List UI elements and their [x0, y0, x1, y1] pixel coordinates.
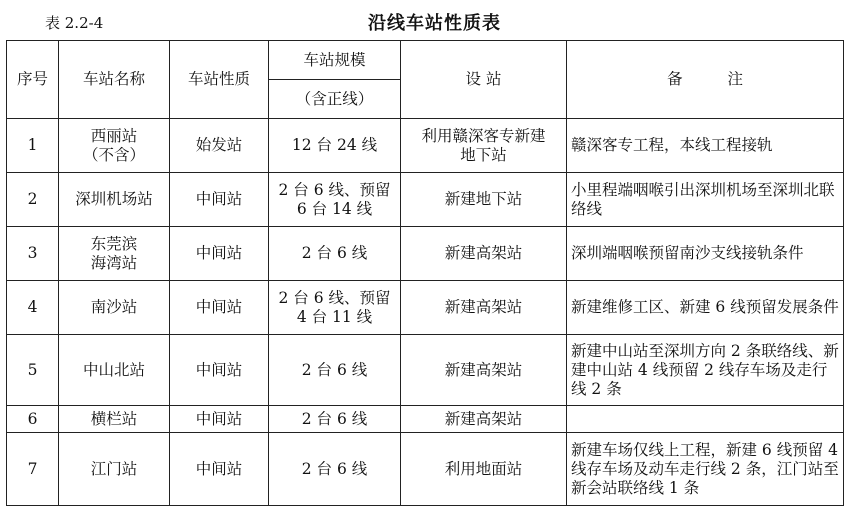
cell-station-name-text: 中山北站 — [82, 360, 145, 379]
table-body — [7, 119, 844, 506]
cell-index-text: 2 — [27, 190, 38, 208]
cell-station-nature — [170, 406, 269, 433]
header-station-name: 车站名称 — [59, 41, 170, 119]
cell-index — [7, 335, 59, 406]
table-row — [7, 173, 844, 227]
cell-station-scale — [269, 227, 401, 281]
cell-facility — [401, 281, 567, 335]
cell-station-nature-text: 中间站 — [195, 459, 243, 478]
cell-station-name-text: 西丽站 — [90, 126, 138, 145]
cell-index-text: 6 — [27, 409, 38, 428]
cell-station-scale — [269, 173, 401, 227]
cell-note-text: 新建车场仅线上工程，新建 6 线预留 4 线存车场及动车走行线 2 条，江门站至新会站联络线 1 条 — [571, 440, 839, 497]
cell-station-nature-text: 中间站 — [195, 244, 243, 262]
cell-facility — [401, 119, 567, 173]
station-table — [6, 40, 844, 506]
cell-facility-text: 地下站 — [460, 145, 507, 164]
cell-station-nature-text: 中间站 — [195, 360, 243, 379]
header-station-scale: 车站规模 — [269, 41, 401, 80]
cell-note-text: 赣深客专工程，本线工程接轨 — [571, 136, 773, 154]
cell-station-nature — [170, 281, 269, 335]
cell-facility — [401, 335, 567, 406]
cell-station-scale-text: 4 台 11 线 — [296, 307, 373, 326]
cell-station-nature — [170, 433, 269, 506]
cell-station-scale — [269, 281, 401, 335]
cell-facility-text: 新建高架站 — [444, 360, 523, 379]
cell-index — [7, 119, 59, 173]
table-row — [7, 227, 844, 281]
table-row — [7, 119, 844, 173]
header-note-text: 备 注 — [667, 70, 743, 88]
cell-station-name-text: 南沙站 — [90, 298, 138, 316]
table-row — [7, 281, 844, 335]
cell-facility — [401, 433, 567, 506]
cell-station-name — [59, 173, 170, 227]
cell-note — [567, 173, 844, 227]
cell-index-text: 7 — [27, 459, 38, 478]
cell-station-name — [59, 281, 170, 335]
cell-station-scale-text: 6 台 14 线 — [296, 199, 373, 218]
cell-station-name-text: 东莞滨 — [90, 234, 138, 253]
cell-index — [7, 227, 59, 281]
cell-station-name-text: 深圳机场站 — [75, 190, 153, 208]
cell-station-scale — [269, 119, 401, 173]
header-facility: 设 站 — [401, 41, 567, 119]
header-row — [7, 41, 844, 80]
cell-index — [7, 406, 59, 433]
cell-station-name — [59, 227, 170, 281]
table-row — [7, 335, 844, 406]
cell-station-scale-text: 12 台 24 线 — [291, 136, 378, 154]
cell-station-nature — [170, 335, 269, 406]
cell-station-nature-text: 中间站 — [195, 190, 243, 208]
table-row — [7, 433, 844, 506]
cell-index — [7, 173, 59, 227]
cell-station-name — [59, 119, 170, 173]
cell-index — [7, 433, 59, 506]
cell-note-text: 新建维修工区、新建 6 线预留发展条件 — [571, 298, 839, 316]
cell-station-scale-text: 2 台 6 线 — [301, 459, 368, 478]
cell-station-nature — [170, 119, 269, 173]
cell-facility-text: 新建高架站 — [444, 244, 523, 262]
cell-index-text: 4 — [27, 298, 38, 316]
cell-station-name — [59, 335, 170, 406]
header-scale-sub: （含正线） — [269, 80, 401, 119]
cell-station-nature — [170, 173, 269, 227]
cell-facility-text: 新建高架站 — [444, 409, 523, 428]
cell-station-scale — [269, 335, 401, 406]
cell-station-scale-text: 2 台 6 线 — [301, 244, 368, 262]
cell-facility — [401, 173, 567, 227]
cell-note — [567, 335, 844, 406]
cell-index — [7, 281, 59, 335]
cell-facility-text: 新建高架站 — [444, 298, 523, 316]
cell-station-name — [59, 433, 170, 506]
cell-facility — [401, 406, 567, 433]
table-title: 沿线车站性质表 — [368, 13, 501, 34]
cell-index-text: 3 — [27, 244, 38, 262]
cell-note — [567, 281, 844, 335]
cell-facility-text: 利用赣深客专新建 — [421, 126, 546, 145]
cell-note-text: 深圳端咽喉预留南沙支线接轨条件 — [571, 244, 804, 262]
cell-station-name — [59, 406, 170, 433]
cell-station-scale-text: 2 台 6 线 — [301, 360, 368, 379]
header-station-nature: 车站性质 — [170, 41, 269, 119]
cell-facility — [401, 227, 567, 281]
cell-station-nature-text: 始发站 — [195, 136, 243, 154]
cell-index-text: 5 — [27, 360, 38, 379]
cell-index-text: 1 — [27, 136, 38, 154]
cell-note — [567, 227, 844, 281]
cell-station-scale — [269, 406, 401, 433]
cell-station-name-text: 海湾站 — [90, 253, 138, 272]
cell-note-text: 新建中山站至深圳方向 2 条联络线、新建中山站 4 线预留 2 线存车场及走行线 2 条 — [571, 341, 839, 398]
cell-station-nature-text: 中间站 — [195, 409, 243, 428]
cell-station-scale — [269, 433, 401, 506]
cell-station-nature-text: 中间站 — [195, 298, 243, 316]
cell-station-scale-text: 2 台 6 线 — [301, 409, 368, 428]
cell-note-text: 小里程端咽喉引出深圳机场至深圳北联络线 — [571, 180, 835, 218]
table-row — [7, 406, 844, 433]
cell-station-scale-text: 2 台 6 线、预留 — [278, 180, 391, 199]
cell-station-scale-text: 2 台 6 线、预留 — [278, 288, 391, 307]
cell-station-name-text: 横栏站 — [90, 409, 138, 428]
table-number-label: 表 2.2-4 — [45, 14, 104, 32]
cell-note — [567, 406, 844, 433]
cell-station-name-text: （不含） — [82, 145, 145, 164]
cell-note — [567, 433, 844, 506]
header-note — [567, 41, 844, 119]
cell-station-nature — [170, 227, 269, 281]
cell-note — [567, 119, 844, 173]
cell-station-name-text: 江门站 — [90, 459, 138, 478]
cell-facility-text: 新建地下站 — [444, 190, 523, 208]
cell-facility-text: 利用地面站 — [444, 459, 523, 478]
header-index: 序号 — [7, 41, 59, 119]
